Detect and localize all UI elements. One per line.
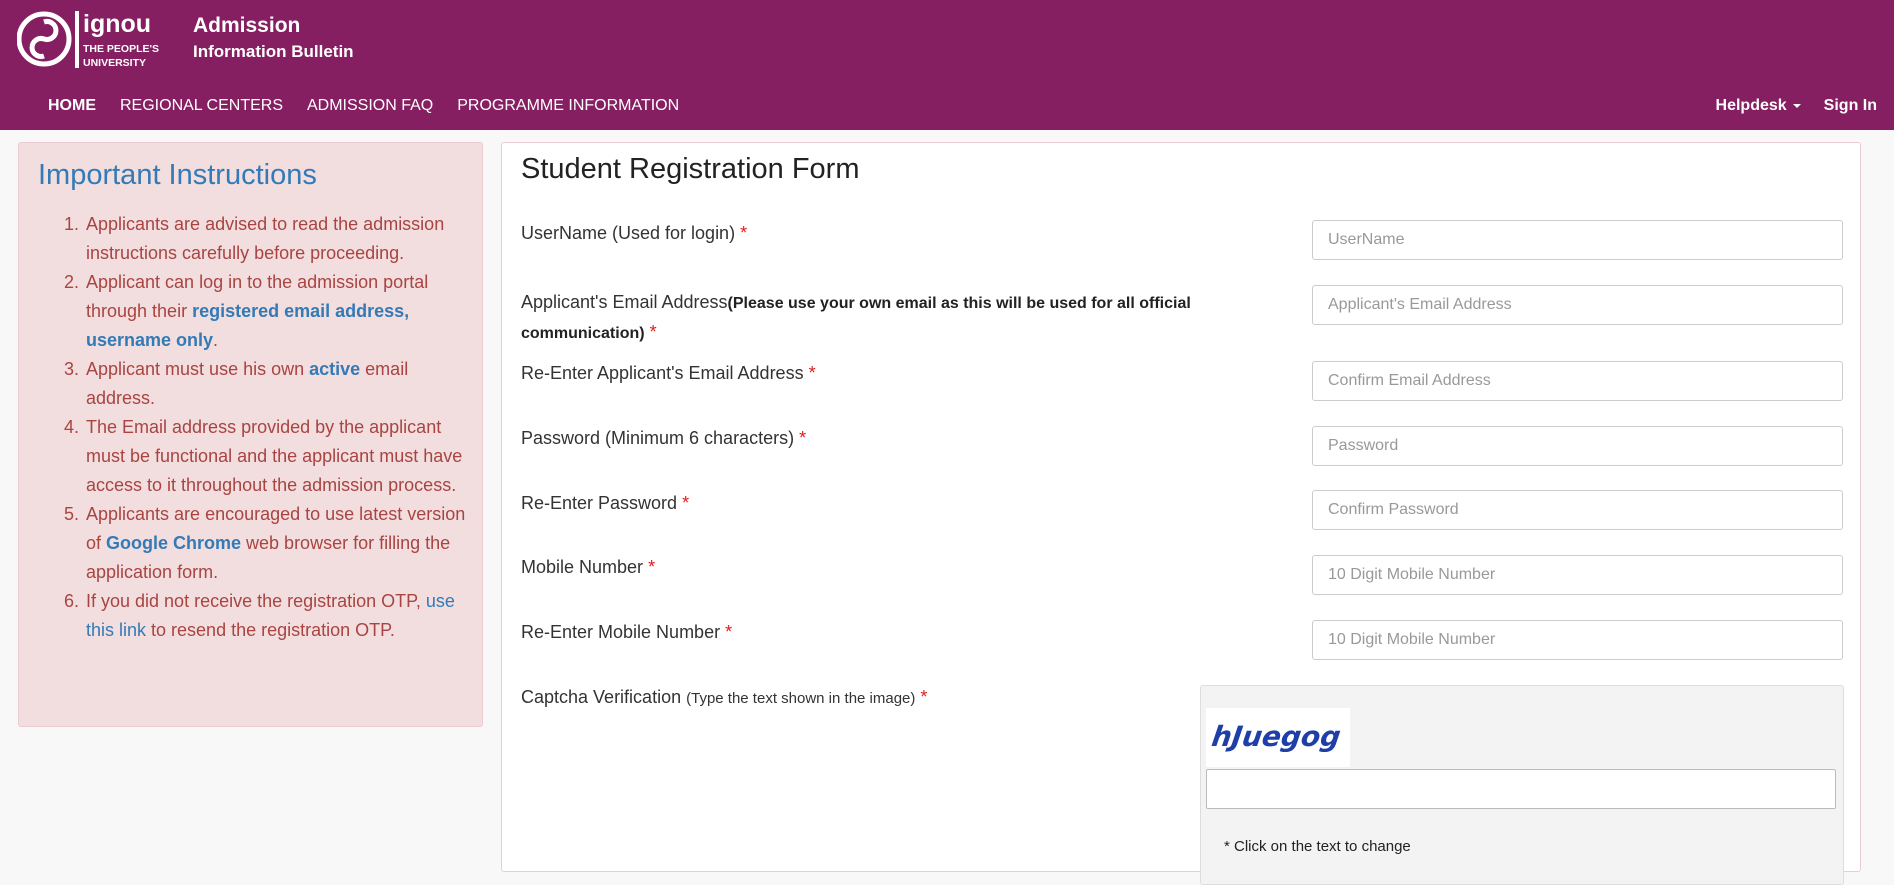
mobile-label [521, 557, 655, 578]
confirm-email-label [521, 363, 816, 384]
email-note: (Please use your own email as this will be used for all official [727, 295, 1191, 312]
main-nav [48, 96, 703, 116]
captcha-hint: (Type the text shown in the image) [686, 690, 916, 707]
logo-text: ignou [83, 10, 152, 38]
instruction-item [84, 355, 469, 413]
ignou-logo[interactable] [17, 8, 162, 70]
nav-home[interactable]: HOME [48, 97, 96, 114]
instruction-text: Applicants are advised to read the admission instructions carefully before proceeding. [86, 214, 445, 263]
required-mark: * [920, 687, 928, 707]
instruction-highlight: registered email address, username only [86, 301, 410, 350]
captcha-text: hJuegog [1209, 720, 1343, 753]
confirm-mobile-input[interactable] [1312, 620, 1843, 660]
label-text: Captcha Verification [521, 687, 682, 707]
instruction-highlight: Google Chrome [106, 533, 242, 553]
username-label [521, 223, 747, 244]
instruction-text: email address. [86, 359, 409, 408]
label-text: UserName (Used for login) [521, 223, 736, 243]
confirm-email-input[interactable] [1312, 361, 1843, 401]
helpdesk-label: Helpdesk [1715, 97, 1787, 114]
resend-otp-link[interactable]: use this link [86, 591, 455, 640]
instructions-list [39, 210, 469, 645]
instruction-item [84, 587, 469, 645]
captcha-box [1200, 685, 1844, 885]
logo-subtext-2: UNIVERSITY [83, 57, 147, 69]
helpdesk-dropdown[interactable] [1716, 97, 1801, 115]
nav-programme-information[interactable]: PROGRAMME INFORMATION [457, 97, 680, 114]
label-text: Re-Enter Mobile Number [521, 622, 721, 642]
label-text: Applicant's Email Address [521, 292, 728, 312]
instruction-item [84, 413, 469, 500]
sign-in-link[interactable]: Sign In [1823, 97, 1877, 114]
brand-subtitle: Information Bulletin [193, 42, 354, 61]
email-label [521, 288, 1191, 348]
confirm-mobile-label [521, 622, 732, 643]
captcha-label [521, 687, 927, 708]
form-title: Student Registration Form [521, 153, 860, 185]
required-mark: * [725, 622, 733, 642]
required-mark: * [799, 428, 807, 448]
required-mark: * [648, 557, 656, 577]
instruction-text: Applicants are encouraged to use latest version of [86, 504, 466, 553]
label-text: Password (Minimum 6 characters) [521, 428, 795, 448]
mobile-input[interactable] [1312, 555, 1843, 595]
captcha-note: * Click on the text to change [1224, 838, 1411, 855]
label-text: Re-Enter Applicant's Email Address [521, 363, 804, 383]
email-input[interactable] [1312, 285, 1843, 325]
instruction-text: Applicant can log in to the admission portal through their [86, 272, 429, 321]
instruction-text: . [213, 330, 219, 350]
caret-down-icon [1793, 104, 1801, 108]
brand-title: Admission [193, 14, 301, 37]
required-mark: * [682, 493, 690, 513]
password-input[interactable] [1312, 426, 1843, 466]
right-nav [1693, 96, 1877, 116]
required-mark: * [808, 363, 816, 383]
label-text: Re-Enter Password [521, 493, 678, 513]
confirm-password-label [521, 493, 689, 514]
instructions-title: Important Instructions [38, 159, 317, 191]
nav-admission-faq[interactable]: ADMISSION FAQ [307, 97, 434, 114]
confirm-password-input[interactable] [1312, 490, 1843, 530]
registration-form-panel [501, 142, 1861, 872]
username-input[interactable] [1312, 220, 1843, 260]
instruction-item [84, 268, 469, 355]
instruction-highlight: active [309, 359, 361, 379]
logo-subtext-1: THE PEOPLE'S [83, 43, 160, 55]
instruction-item [84, 500, 469, 587]
instruction-item [84, 210, 469, 268]
instructions-panel [18, 142, 483, 727]
top-header [0, 0, 1894, 130]
required-mark: * [740, 223, 748, 243]
instruction-text: If you did not receive the registration OTP, [86, 591, 426, 611]
email-note-2: communication) [521, 325, 645, 342]
password-label [521, 428, 806, 449]
instruction-text: web browser for filling the application form. [86, 533, 451, 582]
instruction-text: to resend the registration OTP. [146, 620, 395, 640]
nav-regional-centers[interactable]: REGIONAL CENTERS [120, 97, 283, 114]
instruction-text: The Email address provided by the applicant must be functional and the applicant must have access to it throughout the admission process. [86, 417, 463, 495]
required-mark: * [649, 322, 657, 342]
captcha-input[interactable] [1206, 769, 1836, 809]
instruction-text: Applicant must use his own [86, 359, 310, 379]
label-text: Mobile Number [521, 557, 644, 577]
captcha-image[interactable] [1206, 708, 1350, 767]
